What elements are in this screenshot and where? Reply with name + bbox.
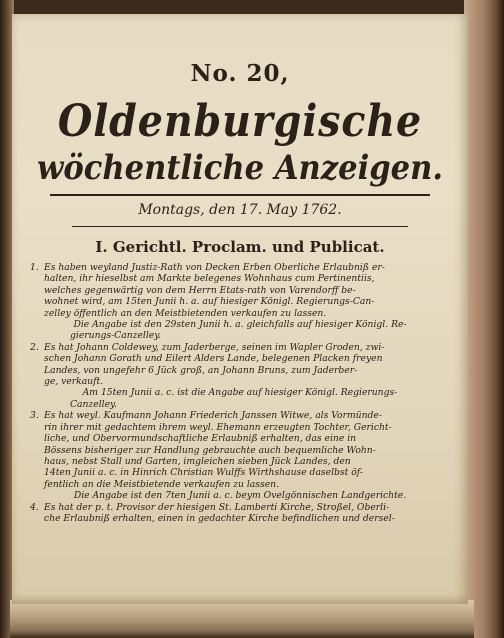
dateline: Montags, den 17. May 1762. <box>138 202 342 218</box>
entry-line: Bössens bisheriger zur Handlung gebrauchte auch bequemliche Wohn- <box>44 444 376 456</box>
entry-number: 3. <box>30 410 39 422</box>
entry-line: zelley öffentlich an den Meistbietenden verkaufen zu lassen. <box>44 307 327 319</box>
entry-note: Die Angabe ist den 7ten Junii a. c. beym Ovelgönnischen Landgerichte. <box>73 490 407 502</box>
entry-number: 2. <box>30 341 39 353</box>
entry-note: Am 15ten Junii a. c. ist die Angabe auf hiesiger Königl. Regierungs- <box>82 387 398 399</box>
entry-line: schen Johann Gorath und Eilert Alders Lande, belegenen Placken freyen <box>44 353 383 365</box>
entry-line: wohnet wird, am 15ten Junii h. a. auf hiesiger Königl. Regierungs-Can- <box>44 296 375 308</box>
notice-entry <box>30 262 450 319</box>
notice-body <box>30 262 450 524</box>
entry-note: Canzelley. <box>70 398 117 410</box>
masthead-title-line2: wöchentliche Anzeigen. <box>37 148 443 188</box>
entry-line: haus, nebst Stall und Garten, imgleichen sieben Jück Landes, den <box>44 455 351 467</box>
masthead-title-line1: Oldenburgische <box>57 96 423 147</box>
entry-line: liche, und Obervormundschaftliche Erlaubniß erhalten, das eine in <box>44 433 357 445</box>
notice-entry <box>30 502 450 525</box>
entry-note: Die Angabe ist den 29sten Junii h. a. gleichfalls auf hiesiger Königl. Re- <box>73 319 407 331</box>
issue-number: No. 20, <box>190 60 290 87</box>
entry-line: 14ten Junii a. c. in Hinrich Christian Wulffs Wirthshause daselbst öf- <box>44 467 363 479</box>
entry-line: Es hat der p. t. Provisor der hiesigen St. Lamberti Kirche, Stroßel, Oberli- <box>44 501 390 513</box>
entry-line: che Erlaubniß erhalten, einen in gedachter Kirche befindlichen und dersel- <box>44 512 395 524</box>
entry-line: Es haben weyland Justiz-Rath von Decken Erben Oberliche Erlaubniß er- <box>44 262 385 273</box>
entry-note: gierungs-Canzelley. <box>70 330 162 342</box>
notice-entry <box>30 410 450 490</box>
notice-entry <box>30 342 450 388</box>
entry-line: ge, verkauft. <box>44 376 104 388</box>
book-fore-edge <box>464 0 504 638</box>
entry-line: Es hat weyl. Kaufmann Johann Friederich Janssen Witwe, als Vormünde- <box>44 410 382 422</box>
entry-line: rin ihrer mit gedachtem ihrem weyl. Ehemann erzeugten Tochter, Gericht- <box>44 421 392 433</box>
newspaper-page <box>12 14 468 604</box>
entry-line: welches gegenwärtig von dem Herrn Etats-rath von Varendorff be- <box>44 284 356 296</box>
entry-number: 4. <box>30 501 39 513</box>
section-heading: I. Gerichtl. Proclam. und Publicat. <box>95 238 385 256</box>
entry-line: halten, ihr hieselbst am Markte belegenes Wohnhaus cum Pertinentiis, <box>44 273 375 285</box>
entry-line: Es hat Johann Coldewey, zum Jaderberge, seinen im Wapler Groden, zwi- <box>44 341 385 353</box>
masthead-rule-top <box>50 194 430 196</box>
entry-line: fentlich an die Meistbietende verkaufen zu lassen. <box>44 478 279 490</box>
entry-line: Landes, von ungefehr 6 Jück groß, an Johann Bruns, zum Jaderber- <box>44 364 358 376</box>
entry-number: 1. <box>30 262 39 273</box>
masthead-rule-bottom <box>72 226 408 227</box>
page-stack-edge <box>10 600 474 638</box>
